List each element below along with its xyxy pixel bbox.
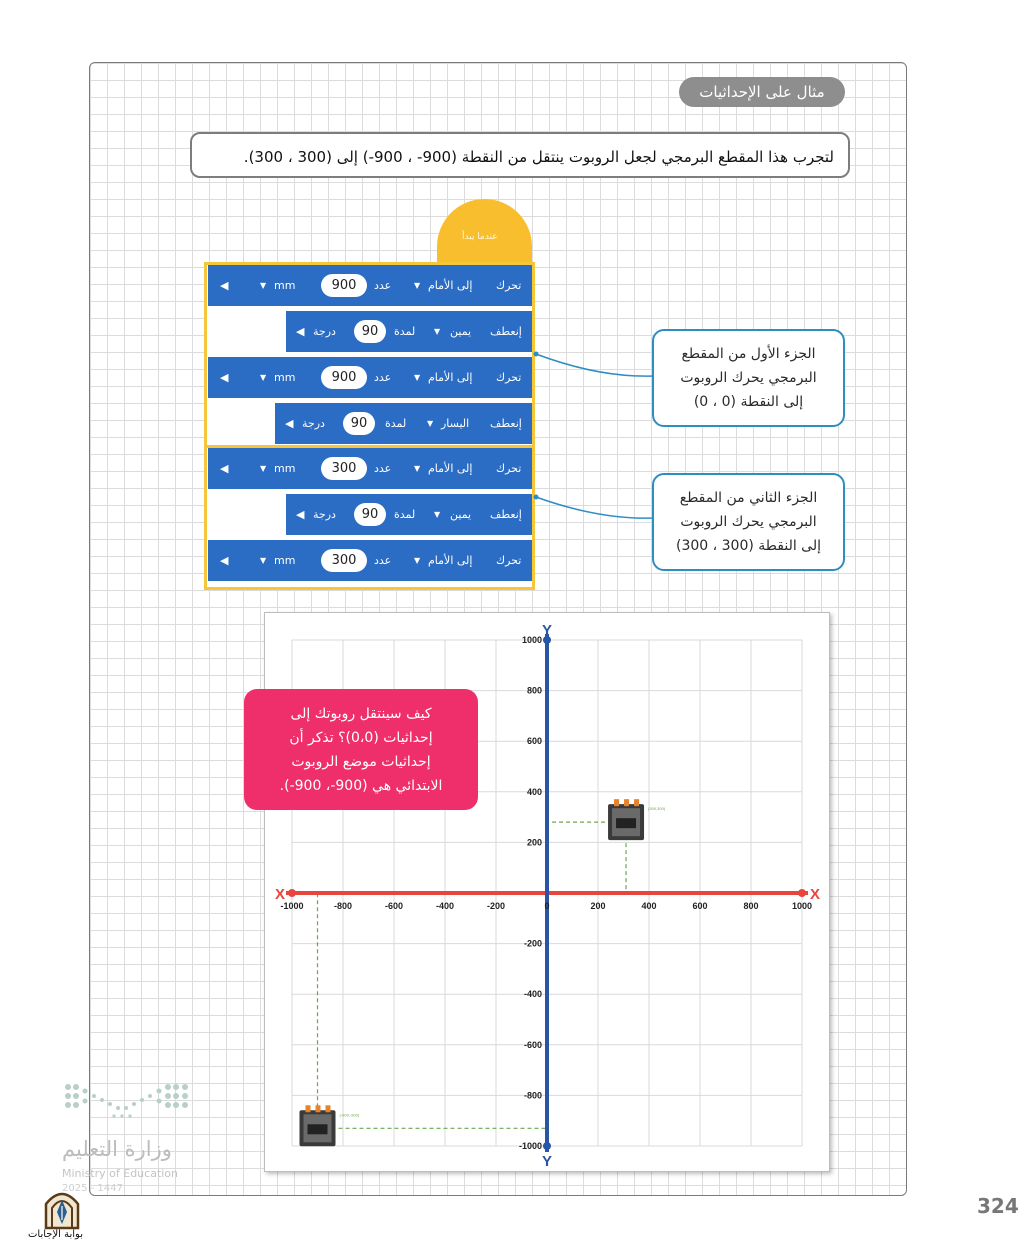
angle-input[interactable]: 90 bbox=[354, 503, 386, 526]
x-tick-label: -600 bbox=[384, 901, 404, 911]
verb-label: تحرك bbox=[496, 279, 522, 292]
chevron-down-icon: ▼ bbox=[427, 419, 434, 428]
y-axis-label: Y bbox=[542, 622, 553, 639]
ministry-arabic-name: وزارة التعليم bbox=[62, 1137, 172, 1161]
x-tick-label: 400 bbox=[641, 901, 657, 911]
bawaba-logo-icon bbox=[42, 1186, 82, 1232]
hat-block-label: عندما يبدأ bbox=[462, 232, 498, 242]
ministry-english-name: Ministry of Education bbox=[62, 1167, 179, 1180]
x-tick-label: 800 bbox=[743, 901, 759, 911]
direction-dropdown[interactable]: إلى الأمام bbox=[428, 371, 473, 384]
x-tick-label: 200 bbox=[590, 901, 606, 911]
angle-input[interactable]: 90 bbox=[354, 320, 386, 343]
page-number: 324 bbox=[977, 1194, 1019, 1218]
y-tick-label: 800 bbox=[526, 685, 542, 696]
unit-word: عدد bbox=[374, 279, 392, 292]
value-input[interactable]: 300 bbox=[321, 549, 367, 572]
y-tick-label: 600 bbox=[526, 736, 542, 747]
degree-label: درجة bbox=[313, 325, 336, 338]
chevron-down-icon: ▼ bbox=[414, 556, 421, 565]
x-axis-endpoint bbox=[798, 889, 806, 897]
unit-word: لمدة bbox=[394, 325, 416, 338]
section-title: مثال على الإحداثيات bbox=[679, 77, 845, 107]
chevron-down-icon: ▼ bbox=[434, 510, 441, 519]
left-arrow-icon: ◀ bbox=[220, 279, 229, 292]
robot-marker bbox=[300, 1105, 336, 1146]
x-tick-label: -800 bbox=[333, 901, 353, 911]
verb-label: تحرك bbox=[496, 462, 522, 475]
x-tick-label: 0 bbox=[544, 901, 550, 911]
connector-dot-1 bbox=[534, 352, 539, 357]
verb-label: إنعطف bbox=[490, 508, 522, 521]
chevron-down-icon: ▼ bbox=[414, 464, 421, 473]
robot-marker bbox=[608, 799, 644, 840]
left-arrow-icon: ◀ bbox=[296, 508, 305, 521]
y-axis-label: Y bbox=[542, 1153, 553, 1170]
chevron-down-icon: ▼ bbox=[414, 281, 421, 290]
left-arrow-icon: ◀ bbox=[296, 325, 305, 338]
x-tick-label: 600 bbox=[692, 901, 708, 911]
x-tick-label: -1000 bbox=[280, 901, 304, 911]
caption-line: البرمجي يحرك الروبوت bbox=[680, 514, 817, 530]
y-tick-label: -800 bbox=[523, 1090, 542, 1101]
chevron-down-icon: ▼ bbox=[260, 464, 267, 473]
caption-part-two bbox=[652, 473, 845, 571]
chevron-down-icon: ▼ bbox=[434, 327, 441, 336]
unit-word: عدد bbox=[374, 462, 392, 475]
x-axis-endpoint bbox=[288, 889, 296, 897]
unit-label[interactable]: mm bbox=[274, 462, 296, 475]
caption-line: الجزء الثاني من المقطع bbox=[679, 490, 818, 506]
direction-dropdown[interactable]: يمين bbox=[450, 325, 472, 338]
question-line: كيف سينتقل روبوتك إلى bbox=[290, 706, 432, 722]
unit-word: لمدة bbox=[385, 417, 407, 430]
left-arrow-icon: ◀ bbox=[220, 554, 229, 567]
y-tick-label: 200 bbox=[526, 837, 542, 848]
unit-label[interactable]: mm bbox=[274, 554, 296, 567]
caption-line: إلى النقطة (0 ، 0) bbox=[693, 394, 804, 410]
instruction-text: لتجرب هذا المقطع البرمجي لجعل الروبوت ينتقل من النقطة (900- ، 900-) إلى (300 ، 300). bbox=[190, 132, 850, 178]
unit-word: عدد bbox=[374, 371, 392, 384]
degree-label: درجة bbox=[302, 417, 325, 430]
direction-dropdown[interactable]: إلى الأمام bbox=[428, 554, 473, 567]
question-line: إحداثيات موضع الروبوت bbox=[291, 754, 431, 770]
question-callout bbox=[244, 689, 478, 810]
caption-line: الجزء الأول من المقطع bbox=[681, 346, 816, 362]
verb-label: تحرك bbox=[496, 554, 522, 567]
chevron-down-icon: ▼ bbox=[414, 373, 421, 382]
value-input[interactable]: 300 bbox=[321, 457, 367, 480]
left-arrow-icon: ◀ bbox=[220, 371, 229, 384]
unit-label[interactable]: mm bbox=[274, 371, 296, 384]
robot-coordinate-label: (300,300) bbox=[648, 806, 666, 812]
value-input[interactable]: 900 bbox=[321, 366, 367, 389]
y-tick-label: 1000 bbox=[521, 635, 542, 645]
chevron-down-icon: ▼ bbox=[260, 281, 267, 290]
direction-dropdown[interactable]: إلى الأمام bbox=[428, 462, 473, 475]
y-tick-label: -400 bbox=[523, 989, 542, 1000]
unit-word: لمدة bbox=[394, 508, 416, 521]
connector-line-1 bbox=[536, 354, 654, 376]
verb-label: إنعطف bbox=[490, 417, 522, 430]
left-arrow-icon: ◀ bbox=[285, 417, 294, 430]
direction-dropdown[interactable]: إلى الأمام bbox=[428, 279, 473, 292]
robot-coordinate-label: (-900,-900) bbox=[339, 1112, 360, 1118]
y-tick-label: -200 bbox=[523, 938, 542, 949]
angle-input[interactable]: 90 bbox=[343, 412, 375, 435]
value-input[interactable]: 900 bbox=[321, 274, 367, 297]
unit-label[interactable]: mm bbox=[274, 279, 296, 292]
connector-dot-2 bbox=[534, 495, 539, 500]
connector-lines bbox=[0, 0, 1034, 620]
left-arrow-icon: ◀ bbox=[220, 462, 229, 475]
caption-line: إلى النقطة (300 ، 300) bbox=[676, 538, 821, 554]
y-tick-label: -600 bbox=[523, 1039, 542, 1050]
verb-label: تحرك bbox=[496, 371, 522, 384]
direction-dropdown[interactable]: اليسار bbox=[441, 417, 470, 430]
connector-line-2 bbox=[536, 497, 654, 518]
unit-word: عدد bbox=[374, 554, 392, 567]
x-tick-label: 1000 bbox=[791, 901, 813, 911]
degree-label: درجة bbox=[313, 508, 336, 521]
y-tick-label: -1000 bbox=[518, 1141, 542, 1151]
verb-label: إنعطف bbox=[490, 325, 522, 338]
caption-line: البرمجي يحرك الروبوت bbox=[680, 370, 817, 386]
x-tick-label: -200 bbox=[486, 901, 506, 911]
y-axis-endpoint bbox=[543, 1142, 551, 1150]
bawaba-logo-text: بوابة الإجابات bbox=[28, 1229, 84, 1240]
chevron-down-icon: ▼ bbox=[260, 556, 267, 565]
x-axis-label: X bbox=[275, 886, 286, 903]
y-tick-label: 400 bbox=[526, 786, 542, 797]
question-line: إحداثيات (0،0)؟ تذكر أن bbox=[289, 730, 433, 746]
ministry-year: 2025 - 1447 bbox=[62, 1183, 123, 1194]
question-line: الابتدائي هي (900-، 900-). bbox=[279, 778, 443, 794]
x-axis-label: X bbox=[810, 886, 821, 903]
direction-dropdown[interactable]: يمين bbox=[450, 508, 472, 521]
caption-part-one bbox=[652, 329, 845, 427]
chevron-down-icon: ▼ bbox=[260, 373, 267, 382]
x-tick-label: -400 bbox=[435, 901, 455, 911]
